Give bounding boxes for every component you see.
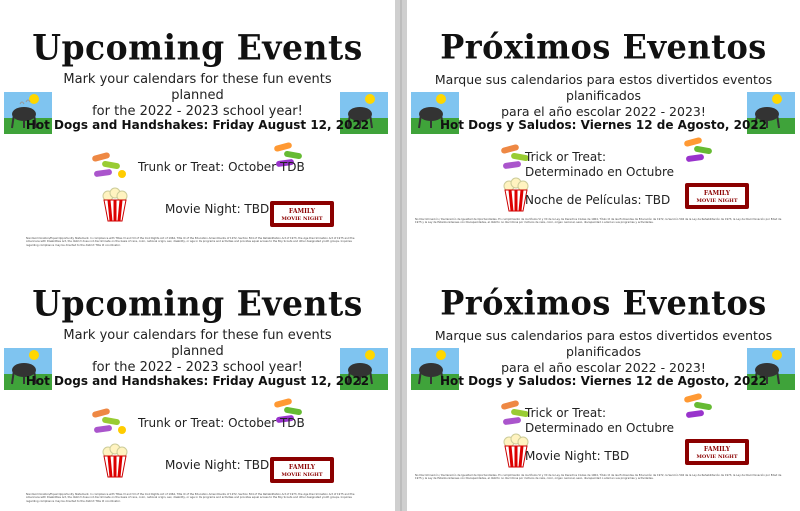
candy-icon <box>88 406 130 438</box>
candy-icon <box>680 135 720 167</box>
flyer-title: Próximos Eventos <box>440 27 767 67</box>
flyer-subtitle <box>427 72 780 120</box>
subtitle-line: for the 2022 - 2023 school year! <box>92 104 303 119</box>
movie-sign-line: MOVIE NIGHT <box>696 454 738 460</box>
flyer-title: Próximos Eventos <box>440 283 767 323</box>
movie-sign-line: FAMILY <box>288 208 316 215</box>
event-hotdogs: Hot Dogs y Saludos: Viernes 12 de Agosto, 2022 <box>439 118 768 132</box>
movie-night-sign-icon <box>685 181 749 211</box>
nondiscrimination-footer: Nondiscrimination/Equal Opportunity Statement. In compliance with Titles VI and VII of the Civil Rights Act of 1964, Title IX of the Education Amendments of 1972, Section 504 of the Rehabilitation Act of 1973, the Age Discrimination Act of 1975 and the Americans with Disabilities Act, the district does not discriminate on the basis of race, color, national origin, sex, disability, or age in its programs and activities and provides equal access to the Boy Scouts and other designated youth groups. Inquiries regarding compliance may be directed to the district Title IX coordinator. <box>26 237 355 247</box>
movie-sign-line: FAMILY <box>703 446 731 453</box>
movie-sign-line: FAMILY <box>288 464 316 471</box>
subtitle-line: Marque sus calendarios para estos divertidos eventos planificados <box>434 328 773 359</box>
subtitle-line: para el año escolar 2022 - 2023! <box>501 104 706 119</box>
candy-icon <box>88 150 130 182</box>
english-flyer-bottom <box>0 256 395 511</box>
spanish-flyer-page <box>407 0 800 511</box>
event-movie-night: Noche de Películas: TBD <box>525 193 671 207</box>
flyer-subtitle <box>427 328 780 376</box>
event-trunk-or-treat: Trunk or Treat: October TDB <box>138 160 305 174</box>
english-flyer-page <box>0 0 395 511</box>
flyer-subtitle <box>50 328 345 376</box>
flyer-title: Upcoming Events <box>32 27 363 68</box>
subtitle-line: para el año escolar 2022 - 2023! <box>501 360 706 375</box>
nondiscrimination-footer: No Discriminación / Declaración de Igualdad de Oportunidades. En cumplimiento de los títulos VI y VII de la Ley de Derechos Civiles de 1964, Título IX de las Enmiendas de Educación de 1972, la Sección 504 de la Ley de Rehabilitación de 1973, la Ley de Discriminación por Edad de 1975 y la Ley de Estadounidenses con Discapacidades, el distrito no discrimina por motivos de raza, color, origen nacional, sexo, discapacidad o edad en sus programas y actividades. <box>415 218 782 225</box>
subtitle-line: Mark your calendars for these fun events planned <box>63 328 332 359</box>
event-movie-night: Movie Night: TBD <box>165 458 270 472</box>
spanish-flyer-top <box>407 0 800 255</box>
event-hotdogs: Hot Dogs and Handshakes: Friday August 12, 2022 <box>25 118 370 132</box>
english-flyer-top <box>0 0 395 255</box>
event-hotdogs: Hot Dogs and Handshakes: Friday August 12, 2022 <box>25 374 370 388</box>
subtitle-line: Mark your calendars for these fun events planned <box>63 72 332 103</box>
popcorn-icon <box>98 186 132 222</box>
movie-sign-line: MOVIE NIGHT <box>281 472 323 478</box>
subtitle-line: Marque sus calendarios para estos divertidos eventos planificados <box>434 72 773 103</box>
nondiscrimination-footer: No Discriminación / Declaración de Igualdad de Oportunidades. En cumplimiento de los títulos VI y VII de la Ley de Derechos Civiles de 1964, Título IX de las Enmiendas de Educación de 1972, la Sección 504 de la Ley de Rehabilitación de 1973, la Ley de Discriminación por Edad de 1975 y la Ley de Estadounidenses con Discapacidades, el distrito no discrimina por motivos de raza, color, origen nacional, sexo, discapacidad o edad en sus programas y actividades. <box>415 474 782 481</box>
movie-sign-line: MOVIE NIGHT <box>696 198 738 204</box>
spanish-flyer-bottom <box>407 256 800 511</box>
movie-night-sign-icon <box>270 455 334 485</box>
nondiscrimination-footer: Nondiscrimination/Equal Opportunity Statement. In compliance with Titles VI and VII of the Civil Rights Act of 1964, Title IX of the Education Amendments of 1972, Section 504 of the Rehabilitation Act of 1973, the Age Discrimination Act of 1975 and the Americans with Disabilities Act, the district does not discriminate on the basis of race, color, national origin, sex, disability, or age in its programs and activities and provides equal access to the Boy Scouts and other designated youth groups. Inquiries regarding compliance may be directed to the district Title IX coordinator. <box>26 493 355 503</box>
flyer-title: Upcoming Events <box>32 283 363 324</box>
event-trick-or-treat: Trick or Treat: Determinado en Octubre <box>525 150 675 179</box>
movie-sign-line: FAMILY <box>703 190 731 197</box>
event-movie-night: Movie Night: TBD <box>525 449 630 463</box>
candy-icon <box>680 391 720 423</box>
event-trick-or-treat: Trick or Treat: Determinado en Octubre <box>525 406 675 435</box>
event-hotdogs: Hot Dogs y Saludos: Viernes 12 de Agosto, 2022 <box>439 374 768 388</box>
subtitle-line: for the 2022 - 2023 school year! <box>92 360 303 375</box>
event-trunk-or-treat: Trunk or Treat: October TDB <box>138 416 305 430</box>
flyer-subtitle <box>50 72 345 120</box>
movie-night-sign-icon <box>270 199 334 229</box>
event-movie-night: Movie Night: TBD <box>165 202 270 216</box>
movie-sign-line: MOVIE NIGHT <box>281 216 323 222</box>
movie-night-sign-icon <box>685 437 749 467</box>
page-divider <box>400 0 402 511</box>
popcorn-icon <box>98 442 132 478</box>
